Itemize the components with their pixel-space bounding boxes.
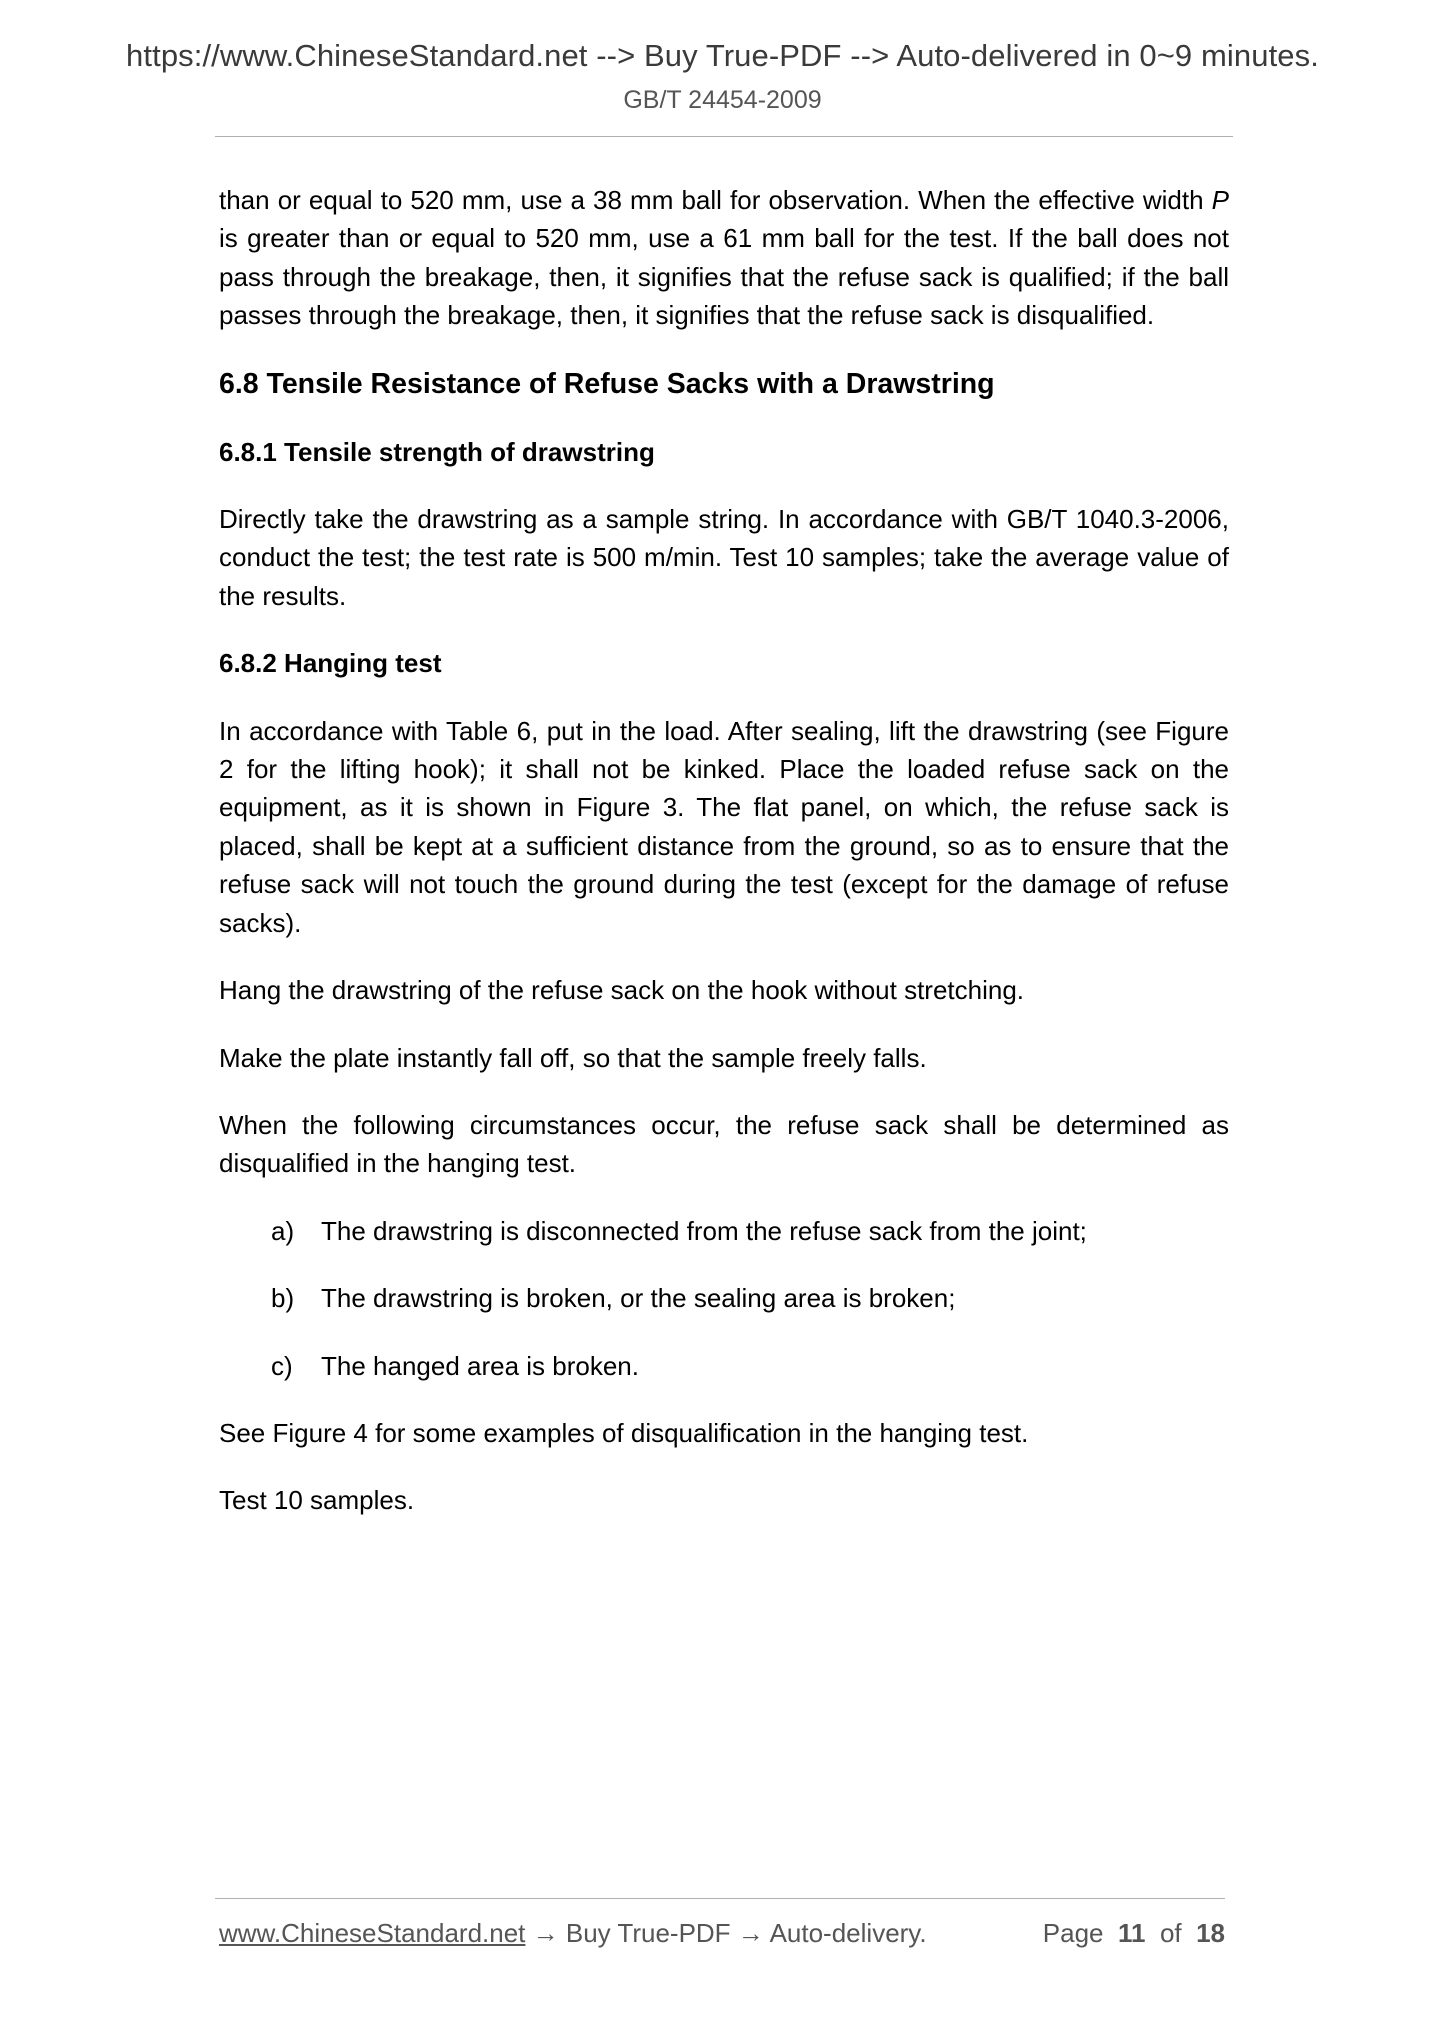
- list-item: [219, 1212, 1229, 1250]
- intro-text-start: than or equal to 520 mm, use a 38 mm ball for observation. When the effective width: [219, 185, 1212, 215]
- list-marker: a): [271, 1215, 295, 1246]
- page-of-label: of: [1159, 1918, 1182, 1948]
- hanging-test-paragraph-3: Make the plate instantly fall off, so that the sample freely falls.: [219, 1042, 927, 1073]
- page-current: 11: [1117, 1918, 1146, 1948]
- intro-italic-variable: P: [1211, 185, 1229, 215]
- document-code: GB/T 24454-2009: [623, 86, 822, 114]
- section-6-8-1-heading: 6.8.1 Tensile strength of drawstring: [219, 436, 655, 467]
- section-6-8-2-heading: 6.8.2 Hanging test: [219, 648, 442, 679]
- hanging-test-paragraph-6: Test 10 samples.: [219, 1485, 415, 1516]
- page-number: [1043, 1918, 1225, 1949]
- section-6-8-heading: 6.8 Tensile Resistance of Refuse Sacks with a Drawstring: [219, 367, 995, 400]
- section-6-8-1-paragraph: Directly take the drawstring as a sample string. In accordance with GB/T 1040.3-2006, conduct the test; the test rate is 500 m/min. Test 10 samples; take the average value of the results.: [219, 504, 1229, 611]
- page-total: 18: [1196, 1918, 1225, 1948]
- hanging-test-paragraph-4: When the following circumstances occur, the refuse sack shall be determined as disqualified in the hanging test.: [219, 1109, 1229, 1179]
- list-item-text: The drawstring is broken, or the sealing area is broken;: [321, 1283, 956, 1314]
- intro-paragraph: [219, 181, 1229, 335]
- header-banner: https://www.ChineseStandard.net --> Buy True-PDF --> Auto-delivered in 0~9 minutes.: [126, 38, 1319, 73]
- footer-tagline: → Buy True-PDF → Auto-delivery.: [525, 1918, 927, 1948]
- intro-text-end: is greater than or equal to 520 mm, use a 61 mm ball for the test. If the ball does not pass through the breakage, then, it signifies that the refuse sack is qualified; if the ball passes through the breakage, then, it signifies that the refuse sack is disqualified.: [219, 223, 1229, 331]
- list-item-text: The drawstring is disconnected from the refuse sack from the joint;: [321, 1215, 1087, 1246]
- document-body: [219, 181, 1229, 1549]
- list-item: [219, 1279, 1229, 1317]
- hanging-test-paragraph-1: In accordance with Table 6, put in the load. After sealing, lift the drawstring (see Figure 2 for the lifting hook); it shall not be kinked. Place the loaded refuse sack on the equipment, as it is shown in Figure 3. The flat panel, on which, the refuse sack is placed, shall be kept at a sufficient distance from the ground, so as to ensure that the refuse sack will not touch the ground during the test (except for the damage of refuse sacks).: [219, 715, 1229, 938]
- hanging-test-paragraph-2: Hang the drawstring of the refuse sack on the hook without stretching.: [219, 975, 1025, 1006]
- list-marker: b): [271, 1283, 295, 1314]
- page-label: Page: [1042, 1918, 1104, 1948]
- header-divider: [215, 136, 1233, 137]
- list-item-text: The hanged area is broken.: [321, 1350, 639, 1381]
- footer-left: [219, 1918, 927, 1949]
- footer-divider: [215, 1898, 1225, 1899]
- hanging-test-paragraph-5: See Figure 4 for some examples of disqualification in the hanging test.: [219, 1417, 1029, 1448]
- footer-site-link[interactable]: www.ChineseStandard.net: [219, 1918, 526, 1948]
- list-item: [219, 1347, 1229, 1385]
- list-marker: c): [271, 1350, 293, 1381]
